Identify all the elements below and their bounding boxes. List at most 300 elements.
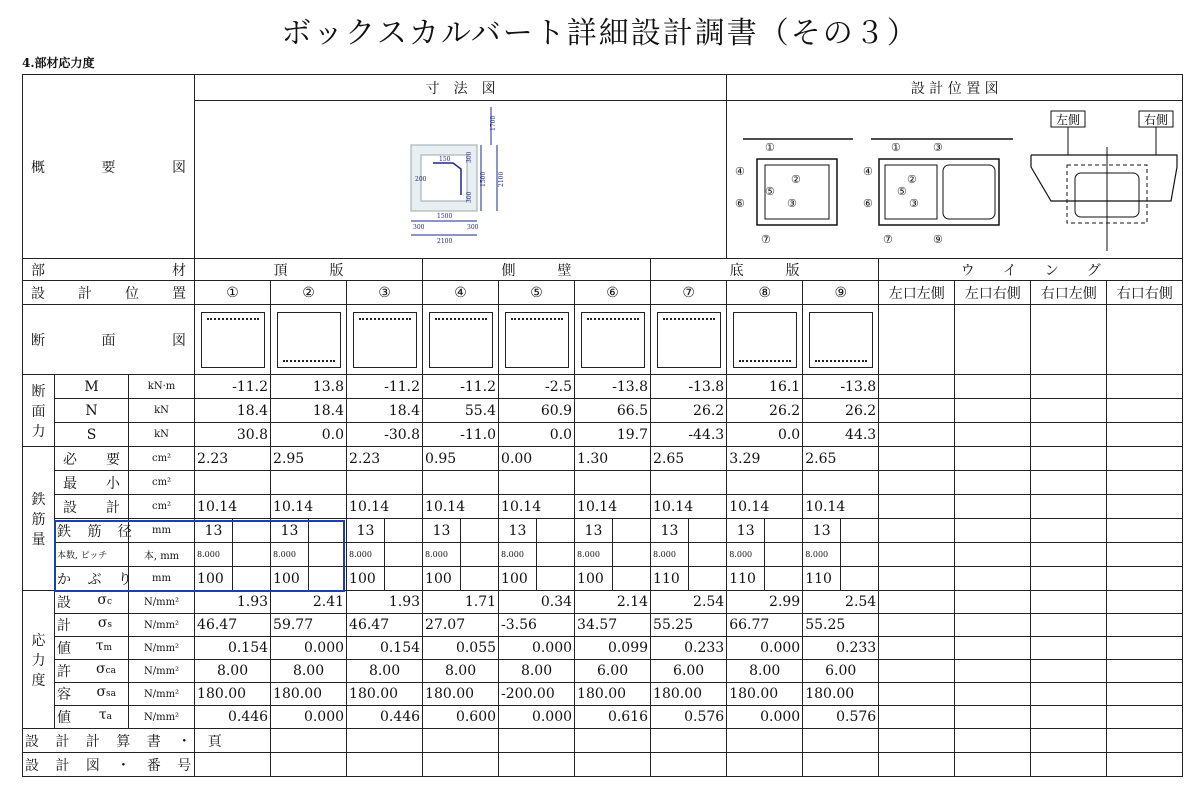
- section-drawing-cell: [423, 305, 499, 375]
- position-header: ③: [347, 281, 423, 305]
- rebar-diameter-value: 13: [651, 519, 689, 543]
- force-row-s: [23, 423, 1183, 447]
- dim-300-label: 300: [466, 223, 479, 231]
- stress-value: 0.446: [347, 706, 423, 729]
- stress-value: 0.600: [423, 706, 499, 729]
- rebar-design-value: 10.14: [271, 495, 347, 519]
- dim-150-label: 150: [438, 155, 451, 163]
- stress-symbol: σ: [96, 661, 106, 677]
- wing-empty-cell: [1107, 471, 1183, 495]
- rebar-group-char: 量: [31, 531, 46, 548]
- stress-unit: N/mm²: [129, 660, 195, 683]
- section-sketch: [505, 312, 569, 368]
- wing-empty-cell: [955, 471, 1031, 495]
- rebar-design-row: [23, 495, 1183, 519]
- design-position-label-cell: [23, 281, 195, 305]
- wing-empty-cell: [879, 729, 955, 753]
- force-row-n: [23, 399, 1183, 423]
- pos-marker-1: ①: [764, 140, 775, 154]
- stress-value: 8.00: [423, 660, 499, 683]
- stress-unit: N/mm²: [129, 683, 195, 706]
- stress-value: 1.93: [347, 591, 423, 614]
- rebar-required-value: 2.65: [803, 447, 879, 471]
- stress-value: 34.57: [575, 614, 651, 637]
- stress-value: 2.99: [727, 591, 803, 614]
- wing-empty-cell: [879, 614, 955, 637]
- footer-cell: [423, 753, 499, 777]
- wing-empty-cell: [1107, 683, 1183, 706]
- pos-marker-7: ⑦: [760, 232, 771, 246]
- wing-empty-cell: [879, 495, 955, 519]
- stress-value: 2.41: [271, 591, 347, 614]
- box-culvert-dimension-diagram: [391, 103, 531, 253]
- wing-empty-cell: [1031, 375, 1107, 399]
- wing-empty-cell: [955, 447, 1031, 471]
- pos-marker-4: ④: [734, 164, 745, 178]
- wing-empty-cell: [955, 753, 1031, 777]
- stress-value: -200.00: [499, 683, 575, 706]
- dim-300-label: 300: [412, 223, 425, 231]
- dim-200-label: 200: [414, 175, 427, 183]
- rebar-cover-blank: [613, 567, 651, 591]
- force-value: 30.8: [195, 423, 271, 447]
- rebar-pitch-value: 8.000: [575, 543, 613, 567]
- pos-marker-5: ⑤: [764, 184, 775, 198]
- pos-marker-1: ①: [890, 140, 901, 154]
- stress-allow-char: 許: [57, 664, 71, 680]
- wing-empty-cell: [879, 375, 955, 399]
- stress-sublabel: [55, 614, 129, 637]
- stress-row: [23, 591, 1183, 614]
- overview-char: 図: [172, 159, 187, 176]
- rebar-design-value: 10.14: [347, 495, 423, 519]
- pos-marker-3: ③: [786, 196, 797, 210]
- dim-1700-label: 1700: [489, 115, 497, 131]
- calc-book-label: 設 計 計 算 書 ・ 頁: [23, 729, 195, 753]
- footer-cell: [575, 729, 651, 753]
- rebar-pitch-blank: [613, 543, 651, 567]
- footer-cell: [423, 729, 499, 753]
- stress-value: 0.000: [271, 637, 347, 660]
- wing-empty-cell: [955, 567, 1031, 591]
- drawing-number-row: [23, 753, 1183, 777]
- rebar-cover-blank: [233, 567, 271, 591]
- stress-value: 180.00: [651, 683, 727, 706]
- wing-empty-cell: [1031, 543, 1107, 567]
- force-group-char: 断: [31, 383, 46, 400]
- rebar-cover-value: 100: [347, 567, 385, 591]
- stress-value: 55.25: [651, 614, 727, 637]
- wing-empty-cell: [955, 591, 1031, 614]
- page-title: ボックスカルバート詳細設計調書（その３）: [281, 16, 919, 51]
- wing-empty-cell: [1107, 660, 1183, 683]
- position-header: ⑥: [575, 281, 651, 305]
- wing-empty-cell: [1031, 447, 1107, 471]
- rebar-pitch-blank: [385, 543, 423, 567]
- rebar-design-value: 10.14: [499, 495, 575, 519]
- stress-symbol: τ: [98, 707, 107, 723]
- pos-marker-7: ⑦: [882, 232, 893, 246]
- rebar-cover-blank: [461, 567, 499, 591]
- wing-empty-cell: [955, 637, 1031, 660]
- design-position-char: 位: [125, 285, 139, 302]
- dimension-drawing-title: 寸 法 図: [195, 75, 727, 101]
- force-value: 16.1: [727, 375, 803, 399]
- rebar-row-label: [55, 495, 129, 519]
- wing-empty-cell: [879, 637, 955, 660]
- section-drawing-char: 図: [172, 332, 187, 349]
- stress-value: 0.000: [727, 706, 803, 729]
- rebar-diameter-blank: [613, 519, 651, 543]
- stress-group-label: [23, 591, 55, 729]
- stress-value: 180.00: [575, 683, 651, 706]
- wing-empty-cell: [955, 660, 1031, 683]
- rebar-pitch-value: 8.000: [803, 543, 841, 567]
- stress-value: 0.000: [499, 706, 575, 729]
- wing-empty-cell: [1107, 305, 1183, 375]
- rebar-pitch-blank: [765, 543, 803, 567]
- calc-book-row: [23, 729, 1183, 753]
- rebar-label-char: 小: [106, 475, 120, 492]
- stress-value: 0.576: [651, 706, 727, 729]
- force-symbol: M: [55, 375, 129, 399]
- rebar-min-row: [23, 471, 1183, 495]
- position-header: ⑦: [651, 281, 727, 305]
- rebar-row-label: 本数, ピッチ: [55, 543, 129, 567]
- stress-row: [23, 614, 1183, 637]
- section-sketch: [657, 312, 721, 368]
- stress-sublabel: [55, 683, 129, 706]
- wing-empty-cell: [1031, 519, 1107, 543]
- stress-unit: N/mm²: [129, 614, 195, 637]
- stress-unit: N/mm²: [129, 591, 195, 614]
- rebar-cover-blank: [385, 567, 423, 591]
- wing-empty-cell: [1107, 375, 1183, 399]
- wing-empty-cell: [1107, 447, 1183, 471]
- rebar-cover-value: 110: [803, 567, 841, 591]
- section-sketch: [429, 312, 493, 368]
- wing-empty-cell: [955, 495, 1031, 519]
- rebar-required-value: 2.65: [651, 447, 727, 471]
- stress-subscript: m: [103, 643, 112, 653]
- wing-empty-cell: [1107, 399, 1183, 423]
- rebar-unit: cm²: [129, 447, 195, 471]
- section-drawing-char: 断: [31, 332, 45, 349]
- wing-empty-cell: [1031, 305, 1107, 375]
- wing-empty-cell: [1031, 706, 1107, 729]
- stress-value: 46.47: [195, 614, 271, 637]
- stress-allow-char: 値: [57, 710, 71, 726]
- force-value: 66.5: [575, 399, 651, 423]
- stress-value: 2.54: [651, 591, 727, 614]
- wing-empty-cell: [1107, 591, 1183, 614]
- wing-empty-cell: [1031, 495, 1107, 519]
- rebar-pitch-row: [23, 543, 1183, 567]
- wing-empty-cell: [955, 375, 1031, 399]
- rebar-cover-blank: [689, 567, 727, 591]
- wing-empty-cell: [955, 519, 1031, 543]
- stress-value: 8.00: [195, 660, 271, 683]
- stress-value: 59.77: [271, 614, 347, 637]
- rebar-diameter-row: [23, 519, 1183, 543]
- rebar-row-label: [55, 447, 129, 471]
- position-header: ⑤: [499, 281, 575, 305]
- wing-empty-cell: [1107, 753, 1183, 777]
- stress-value: 0.233: [803, 637, 879, 660]
- wing-empty-cell: [879, 399, 955, 423]
- force-value: -13.8: [651, 375, 727, 399]
- group-bottom-slab: 底 版: [651, 259, 879, 281]
- section-sketch: [581, 312, 645, 368]
- wing-empty-cell: [955, 729, 1031, 753]
- group-top-slab: 頂 版: [195, 259, 423, 281]
- rebar-diameter-value: 13: [803, 519, 841, 543]
- rebar-pitch-blank: [309, 543, 347, 567]
- section-sketch: [733, 312, 797, 368]
- stress-group-char: 度: [31, 672, 46, 689]
- wing-empty-cell: [1107, 495, 1183, 519]
- wing-empty-cell: [1107, 706, 1183, 729]
- rebar-diameter-blank: [689, 519, 727, 543]
- rebar-diameter-blank: [537, 519, 575, 543]
- rebar-required-value: 2.23: [347, 447, 423, 471]
- rebar-diameter-blank: [233, 519, 271, 543]
- rebar-cover-value: 100: [499, 567, 537, 591]
- rebar-required-row: [23, 447, 1183, 471]
- stress-value: 180.00: [271, 683, 347, 706]
- rebar-diameter-value: 13: [271, 519, 309, 543]
- rebar-cover-value: 110: [727, 567, 765, 591]
- stress-value: 55.25: [803, 614, 879, 637]
- dimension-drawing: [195, 101, 727, 259]
- force-value: 26.2: [727, 399, 803, 423]
- rebar-diameter-value: 13: [575, 519, 613, 543]
- rebar-pitch-value: 8.000: [347, 543, 385, 567]
- stress-value: -3.56: [499, 614, 575, 637]
- dim-2100-horizontal-label: 2100: [436, 237, 452, 245]
- force-row-m: [23, 375, 1183, 399]
- rebar-diameter-value: 13: [195, 519, 233, 543]
- wing-empty-cell: [879, 543, 955, 567]
- pos-marker-6: ⑥: [862, 196, 873, 210]
- wing-empty-cell: [1031, 423, 1107, 447]
- wing-empty-cell: [955, 399, 1031, 423]
- force-value: -11.2: [423, 375, 499, 399]
- wing-position-header: 右口右側: [1107, 281, 1183, 305]
- position-drawing-title: 設 計 位 置 図: [727, 75, 1183, 101]
- force-value: 55.4: [423, 399, 499, 423]
- dim-1500-horizontal-label: 1500: [436, 212, 452, 220]
- footer-cell: [347, 753, 423, 777]
- overview-char: 要: [101, 159, 116, 176]
- rebar-pitch-value: 8.000: [195, 543, 233, 567]
- pos-marker-6: ⑥: [734, 196, 745, 210]
- stress-sublabel: [55, 660, 129, 683]
- rebar-required-value: 0.00: [499, 447, 575, 471]
- rebar-diameter-blank: [385, 519, 423, 543]
- stress-value: 180.00: [423, 683, 499, 706]
- dim-2100-vertical-label: 2100: [497, 171, 505, 187]
- pos-marker-3: ③: [932, 140, 943, 154]
- rebar-cover-row: [23, 567, 1183, 591]
- stress-value: 6.00: [803, 660, 879, 683]
- rebar-cover-blank: [841, 567, 879, 591]
- rebar-row-label: [55, 471, 129, 495]
- rebar-unit: cm²: [129, 495, 195, 519]
- rebar-unit: cm²: [129, 471, 195, 495]
- force-group-label: [23, 375, 55, 447]
- rebar-label-char: 設: [63, 499, 77, 516]
- stress-subscript: sa: [106, 689, 116, 699]
- design-position-char: 計: [78, 285, 92, 302]
- stress-value: 8.00: [727, 660, 803, 683]
- stress-value: 27.07: [423, 614, 499, 637]
- rebar-unit: mm: [129, 519, 195, 543]
- rebar-design-value: 10.14: [195, 495, 271, 519]
- rebar-pitch-blank: [841, 543, 879, 567]
- footer-cell: [803, 753, 879, 777]
- footer-cell: [271, 729, 347, 753]
- dim-1500-vertical-label: 1500: [479, 171, 487, 187]
- rebar-pitch-value: 8.000: [499, 543, 537, 567]
- rebar-pitch-value: 8.000: [727, 543, 765, 567]
- force-value: -13.8: [575, 375, 651, 399]
- stress-value: 0.000: [499, 637, 575, 660]
- footer-cell: [347, 729, 423, 753]
- drawing-number-label: 設 計 図 ・ 番 号: [23, 753, 195, 777]
- stress-sublabel: [55, 637, 129, 660]
- stress-sublabel: [55, 591, 129, 614]
- rebar-cover-value: 100: [423, 567, 461, 591]
- rebar-design-value: 10.14: [727, 495, 803, 519]
- rebar-row-label: か ぶ り: [55, 567, 129, 591]
- rebar-cover-value: 100: [575, 567, 613, 591]
- stress-symbol: σ: [97, 592, 107, 608]
- wing-empty-cell: [955, 706, 1031, 729]
- wing-right-label: 右側: [1143, 112, 1168, 127]
- footer-cell: [651, 753, 727, 777]
- wing-empty-cell: [1107, 567, 1183, 591]
- position-header: ②: [271, 281, 347, 305]
- rebar-required-value: 0.95: [423, 447, 499, 471]
- stress-value: 0.34: [499, 591, 575, 614]
- pos-marker-3: ③: [908, 196, 919, 210]
- rebar-diameter-value: 13: [727, 519, 765, 543]
- rebar-pitch-value: 8.000: [271, 543, 309, 567]
- dim-300-label: 300: [465, 151, 473, 163]
- rebar-min-value: [499, 471, 575, 495]
- wing-empty-cell: [879, 591, 955, 614]
- wing-empty-cell: [955, 305, 1031, 375]
- footer-cell: [651, 729, 727, 753]
- section-drawing-cell: [347, 305, 423, 375]
- stress-value: 0.154: [195, 637, 271, 660]
- stress-value: 8.00: [499, 660, 575, 683]
- stress-symbol: τ: [95, 638, 104, 654]
- wing-empty-cell: [1107, 637, 1183, 660]
- wing-empty-cell: [879, 471, 955, 495]
- wing-empty-cell: [955, 423, 1031, 447]
- force-value: 13.8: [271, 375, 347, 399]
- pos-marker-2: ②: [790, 172, 801, 186]
- rebar-cover-value: 110: [651, 567, 689, 591]
- stress-value: 180.00: [347, 683, 423, 706]
- stress-value: 180.00: [727, 683, 803, 706]
- rebar-diameter-value: 13: [347, 519, 385, 543]
- rebar-pitch-blank: [461, 543, 499, 567]
- section-drawing-cell: [575, 305, 651, 375]
- footer-cell: [727, 729, 803, 753]
- force-value: 44.3: [803, 423, 879, 447]
- member-label-cell: [23, 259, 195, 281]
- rebar-unit: mm: [129, 567, 195, 591]
- force-value: 19.7: [575, 423, 651, 447]
- overview-char: 概: [31, 159, 45, 176]
- stress-symbol: σ: [97, 615, 108, 631]
- stress-value: 0.154: [347, 637, 423, 660]
- stress-value: 2.14: [575, 591, 651, 614]
- stress-allow-char: 容: [57, 687, 71, 703]
- rebar-design-value: 10.14: [423, 495, 499, 519]
- force-value: 18.4: [195, 399, 271, 423]
- rebar-required-value: 3.29: [727, 447, 803, 471]
- wing-position-header: 右口左側: [1031, 281, 1107, 305]
- rebar-diameter-blank: [461, 519, 499, 543]
- section-drawing-cell: [499, 305, 575, 375]
- wing-empty-cell: [1031, 614, 1107, 637]
- position-header: ①: [195, 281, 271, 305]
- wing-empty-cell: [1031, 753, 1107, 777]
- rebar-label-char: 計: [106, 499, 120, 516]
- pos-marker-9: ⑨: [932, 232, 943, 246]
- stress-group-char: 力: [31, 652, 46, 669]
- pos-marker-4: ④: [862, 164, 873, 178]
- section-sketch: [277, 312, 341, 368]
- wing-empty-cell: [955, 683, 1031, 706]
- force-value: 60.9: [499, 399, 575, 423]
- stress-calc-char: 計: [57, 618, 71, 634]
- stress-value: 180.00: [803, 683, 879, 706]
- section-drawing-cell: [727, 305, 803, 375]
- wing-position-header: 左口右側: [955, 281, 1031, 305]
- stress-table: [22, 74, 1183, 777]
- dim-300-label: 300: [465, 191, 473, 203]
- stress-value: 8.00: [271, 660, 347, 683]
- force-value: -30.8: [347, 423, 423, 447]
- stress-value: 0.446: [195, 706, 271, 729]
- section-sketch: [809, 312, 873, 368]
- stress-value: 8.00: [347, 660, 423, 683]
- force-value: -11.2: [347, 375, 423, 399]
- group-side-wall: 側 壁: [423, 259, 651, 281]
- section-sketch: [201, 312, 265, 368]
- wing-empty-cell: [879, 305, 955, 375]
- design-position-char: 置: [172, 285, 186, 302]
- rebar-pitch-blank: [233, 543, 271, 567]
- rebar-pitch-blank: [689, 543, 727, 567]
- rebar-label-char: 最: [63, 475, 77, 492]
- stress-subscript: a: [106, 712, 112, 722]
- stress-subscript: c: [106, 597, 112, 607]
- wing-empty-cell: [879, 660, 955, 683]
- footer-cell: [499, 753, 575, 777]
- stress-symbol: σ: [96, 684, 107, 700]
- rebar-min-value: [651, 471, 727, 495]
- force-symbol: S: [55, 423, 129, 447]
- rebar-label-char: 必: [63, 451, 77, 468]
- force-unit: kN: [129, 399, 195, 423]
- rebar-group-char: 筋: [31, 511, 46, 528]
